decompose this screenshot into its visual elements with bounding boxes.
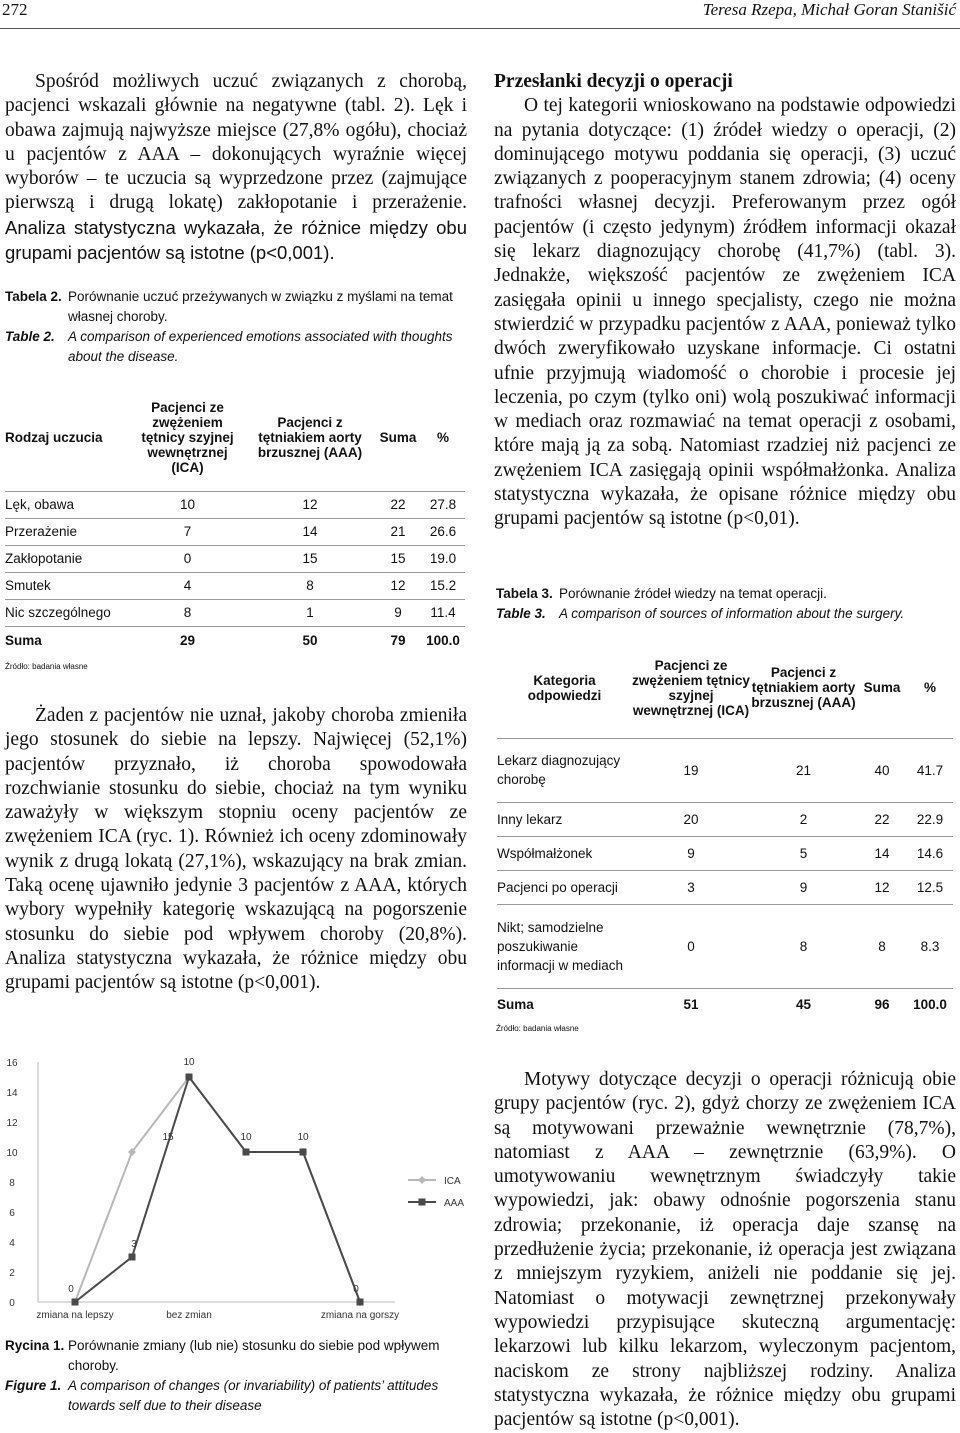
left-para2a: Żaden z pacjentów nie uznał, jakoby choroba zmieniła jego stosunek do siebie na lepszy.	[5, 705, 467, 751]
right-para2d: Analiza statystyczna wykazała, że różnice między obu grupami pacjentów są istotne (p<0,001).	[494, 1360, 956, 1431]
cell-aaa: 45	[750, 988, 857, 1020]
aaa-point	[129, 1254, 136, 1261]
cell-sum: 14	[857, 836, 907, 870]
cell-sum: 9	[375, 599, 421, 626]
cell-aaa: 50	[245, 626, 375, 654]
aaa-point	[243, 1149, 250, 1156]
cell-pct: 100.0	[907, 988, 953, 1020]
table2-caption-en: A comparison of experienced emotions associated with thoughts about the disease.	[68, 329, 453, 364]
running-header-authors: Teresa Rzepa, Michał Goran Stanišić	[702, 0, 956, 19]
aaa-point	[186, 1074, 193, 1081]
right-para1e: Natomiast rzadziej niż pacjenci ze zwężeniem ICA zasięgają opinii współmałżonka.	[494, 435, 956, 481]
table-row	[497, 836, 953, 870]
right-para1c: Jednakże, większość pacjentów ze zwężeniem ICA zasięgała opinii u innego specjalisty, czego nie można stwierdzić w przypadku pacjentów z AAA, ponieważ tylko dwóch zweryfikowało uzyskane informacje.	[494, 265, 956, 360]
right-para2a: Motywy dotyczące decyzji o operacji różnicują obie grupy pacjentów (ryc. 2), gdyż chorzy ze zwężeniem ICA są motywowani przeważnie wewnętrznie (78,7%), natomiast z AAA – zewnętrznie (63,9%).	[494, 1069, 956, 1163]
cell-aaa: 21	[750, 738, 857, 802]
cell-pct: 14.6	[907, 836, 953, 870]
cell-ica: 19	[632, 738, 750, 802]
cell-ica: 8	[130, 599, 245, 626]
page-number: 272	[2, 0, 28, 19]
table-row	[5, 545, 465, 572]
table-row	[497, 904, 953, 988]
table2-caption-pl: Porównanie uczuć przeżywanych w związku z myślami na temat własnej choroby.	[68, 289, 453, 324]
table3	[497, 638, 953, 1020]
cell-ica: 9	[632, 836, 750, 870]
cell-pct: 15.2	[421, 572, 465, 599]
table-row	[5, 599, 465, 626]
cell-aaa: 8	[750, 904, 857, 988]
cell-pct: 19.0	[421, 545, 465, 572]
cell-pct: 41.7	[907, 738, 953, 802]
figure1-label-pl: Rycina 1.	[5, 1338, 65, 1353]
legend-label-ica: ICA	[444, 1176, 461, 1187]
table3-caption-pl: Porównanie źródeł wiedzy na temat operacji.	[559, 586, 827, 601]
table2-header-row	[5, 385, 465, 491]
figure1-caption-pl: Porównanie zmiany (lub nie) stosunku do siebie pod wpływem choroby.	[68, 1338, 440, 1373]
cell-pct: 8.3	[907, 904, 953, 988]
table3-source: Źródło: badania własne	[496, 1024, 579, 1033]
cell-ica: 4	[130, 572, 245, 599]
table3-header-category: Kategoria odpowiedzi	[527, 672, 602, 703]
table3-label-pl: Tabela 3.	[496, 586, 553, 601]
legend-label-aaa: AAA	[444, 1198, 465, 1209]
left-para1b: Analiza statystyczna wykazała, że różnice między obu grupami pacjentów są istotne (p<0,001).	[5, 216, 467, 264]
left-text-top	[5, 70, 467, 266]
cell-sum: 22	[375, 491, 421, 518]
table3-header-sum: Suma	[863, 680, 901, 696]
data-label: 10	[240, 1132, 252, 1143]
cell-pct: 11.4	[421, 599, 465, 626]
table-row-total	[5, 626, 465, 654]
row-label: Zakłopotanie	[5, 545, 130, 572]
y-tick-label: 4	[9, 1238, 15, 1249]
row-label: Suma	[5, 626, 130, 654]
table-row	[5, 491, 465, 518]
row-label: Smutek	[5, 572, 130, 599]
left-para2c: Również ich oceny zdominowały wynik z drugą lokatą (27,1%), wskazujący na brak zmian.	[5, 826, 467, 872]
table2-label-en: Table 2.	[5, 329, 55, 344]
legend-marker-aaa	[419, 1199, 426, 1206]
row-label: Suma	[497, 988, 632, 1020]
table-row	[5, 518, 465, 545]
cell-sum: 12	[857, 870, 907, 904]
table-row	[497, 802, 953, 836]
cell-aaa: 14	[245, 518, 375, 545]
cell-aaa: 12	[245, 491, 375, 518]
cell-ica: 51	[632, 988, 750, 1020]
table3-header-row	[497, 638, 953, 738]
row-label: Inny lekarz	[497, 802, 632, 836]
y-tick-label: 6	[9, 1208, 15, 1219]
table2-header-pct: %	[436, 430, 449, 446]
right-text-bottom	[494, 1068, 956, 1432]
row-label: Lekarz diagnozujący chorobę	[497, 738, 632, 802]
row-label: Nic szczególnego	[5, 599, 130, 626]
data-label: 0	[68, 1284, 74, 1295]
right-para1f: Analiza statystyczna wykazała, że opisane różnice między obu grupami pacjentów są istotne (p<0,01).	[494, 459, 956, 530]
cell-aaa: 9	[750, 870, 857, 904]
table3-header-ica: Pacjenci ze zwężeniem tętnicy szyjnej wewnętrznej (ICA)	[632, 657, 750, 718]
table2-header-sum: Suma	[379, 430, 417, 446]
cell-aaa: 1	[245, 599, 375, 626]
left-para1: Spośród możliwych uczuć związanych z chorobą, pacjenci wskazali głównie na negatywne (tabl. 2). Lęk i obawa zajmują najwyższe miejsce (27,8% ogółu), chociaż u pacjentów z AAA – dokonujących wyraźnie więcej wyborów – te uczucia są wyprzedzone przez (zajmujące pierwszą i drugą lokatę) zakłopotanie i przerażenie.	[5, 71, 467, 214]
table2-header-ica: Pacjenci ze zwężeniem tętnicy szyjnej wewnętrznej (ICA)	[141, 400, 234, 476]
table2-header-category: Rodzaj uczucia	[5, 430, 103, 446]
cell-ica: 3	[632, 870, 750, 904]
cell-ica: 20	[632, 802, 750, 836]
data-label: 10	[297, 1132, 309, 1143]
table3-caption-en: A comparison of sources of information about the surgery.	[559, 606, 905, 621]
y-tick-label: 12	[6, 1118, 18, 1129]
table3-label-en: Table 3.	[496, 606, 546, 621]
cell-aaa: 15	[245, 545, 375, 572]
aaa-point	[357, 1299, 364, 1306]
cell-sum: 22	[857, 802, 907, 836]
x-tick-label: zmiana na gorszy	[320, 1310, 400, 1321]
right-para1d: Ci ostatni ufnie przyjmują wiadomość o chorobie i procesie jej leczenia, po czym (tylko oni) wolą poszukiwać informacji w mediach oraz rozmawiać na temat operacji z osobami, które mają ją za sobą.	[494, 338, 957, 457]
cell-pct: 26.6	[421, 518, 465, 545]
cell-sum: 12	[375, 572, 421, 599]
right-para2c: Natomiast o motywacji zewnętrznej przekonywały wypowiedzi przypisujące skuteczną argumentację: lekarzowi lub kilku lekarzom, wyleczonym pacjentom, naciskom ze strony najbliższej rodziny.	[494, 1287, 956, 1382]
data-label: 15	[162, 1132, 174, 1143]
cell-ica: 0	[632, 904, 750, 988]
table-row	[497, 870, 953, 904]
cell-pct: 12.5	[907, 870, 953, 904]
cell-ica: 7	[130, 518, 245, 545]
figure1-chart	[0, 1050, 480, 1330]
cell-aaa: 2	[750, 802, 857, 836]
cell-pct: 27.8	[421, 491, 465, 518]
left-para2d: Taką ocenę ujawniło jedynie 3 pacjentów z AAA, których wybory wypełniły kategorię wskazującą na pogorszenie stosunku do siebie pod wpływem choroby (20,8%).	[5, 875, 467, 945]
left-para2e: Analiza statystyczna wykazała, że różnice między obu grupami pacjentów są istotne (p<0,001).	[5, 947, 467, 994]
right-para1a: O tej kategorii wnioskowano na podstawie odpowiedzi na pytania dotyczące: (1) źródeł wiedzy o operacji, (2) dominującego motywu poddania się operacji, (3) uczuć związanych z pooperacyjnym stanem zdrowia; (4) oceny trafności własnej decyzji.	[494, 95, 956, 214]
table-row-total	[497, 988, 953, 1020]
row-label: Pacjenci po operacji	[497, 870, 632, 904]
left-text-bottom	[5, 704, 467, 996]
cell-ica: 29	[130, 626, 245, 654]
cell-aaa: 8	[245, 572, 375, 599]
row-label: Przerażenie	[5, 518, 130, 545]
table2-source: Źródło: badania własne	[5, 662, 88, 671]
x-tick-label: zmiana na lepszy	[36, 1310, 114, 1321]
cell-sum: 96	[857, 988, 907, 1020]
row-label: Współmałżonek	[497, 836, 632, 870]
row-label: Nikt; samodzielne poszukiwanie informacji w mediach	[497, 904, 632, 988]
table2-caption	[5, 287, 470, 367]
y-tick-label: 10	[6, 1148, 18, 1159]
y-tick-label: 8	[9, 1178, 15, 1189]
table2-label-pl: Tabela 2.	[5, 289, 62, 304]
aaa-point	[300, 1149, 307, 1156]
cell-sum: 21	[375, 518, 421, 545]
cell-sum: 40	[857, 738, 907, 802]
row-label: Lęk, obawa	[5, 491, 130, 518]
right-text-top	[494, 70, 956, 532]
table3-caption	[496, 584, 956, 624]
data-label: 10	[183, 1057, 195, 1068]
cell-sum: 15	[375, 545, 421, 572]
table2	[5, 385, 465, 654]
x-tick-label: bez zmian	[166, 1310, 212, 1321]
cell-pct: 22.9	[907, 802, 953, 836]
cell-aaa: 5	[750, 836, 857, 870]
cell-sum: 79	[375, 626, 421, 654]
left-para2b: Najwięcej (52,1%) pacjentów przyznało, iż choroba spowodowała rozchwianie stosunku do siebie, chociaż na tym wyniku zaważyły w większym stopniu oceny pacjentów ze zwężeniem ICA (ryc. 1).	[5, 729, 468, 848]
table-row	[5, 572, 465, 599]
table2-header-aaa: Pacjenci z tętniakiem aorty brzusznej (AAA)	[257, 415, 363, 461]
cell-ica: 0	[130, 545, 245, 572]
right-para1b: Preferowanym przez ogół pacjentów (i często jedynym) źródłem informacji okazał się lekarz diagnozujący chorobę (41,7%) (tabl. 3).	[494, 192, 957, 263]
cell-pct: 100.0	[421, 626, 465, 654]
y-tick-label: 16	[6, 1058, 18, 1069]
section-heading: Przesłanki decyzji o operacji	[494, 71, 733, 92]
aaa-point	[72, 1299, 79, 1306]
cell-sum: 8	[857, 904, 907, 988]
figure1-caption-en: A comparison of changes (or invariability) of patients’ attitudes towards self due to their disease	[68, 1378, 439, 1413]
data-label: 0	[353, 1284, 359, 1295]
y-tick-label: 14	[6, 1088, 18, 1099]
legend-marker-ica	[418, 1176, 426, 1184]
figure1-label-en: Figure 1.	[5, 1378, 62, 1393]
figure1-caption	[5, 1336, 475, 1416]
header-rule	[0, 28, 960, 29]
y-tick-label: 2	[9, 1268, 15, 1279]
y-tick-label: 0	[9, 1298, 15, 1309]
table-row	[497, 738, 953, 802]
table3-header-pct: %	[923, 680, 936, 696]
cell-ica: 10	[130, 491, 245, 518]
right-para2b: O umotywowaniu wewnętrznym świadczyły takie wypowiedzi, jak: obawy odnośnie pogorszenia stanu zdrowia; przekonanie, iż operacja daje szansę na przedłużenie życia; przekonanie, iż operacja jest związana z mniejszym ryzykiem, aniżeli nie poddanie się jej.	[494, 1141, 956, 1285]
data-label: 3	[131, 1239, 137, 1250]
table3-header-aaa: Pacjenci z tętniakiem aorty brzusznej (AAA)	[751, 665, 856, 711]
